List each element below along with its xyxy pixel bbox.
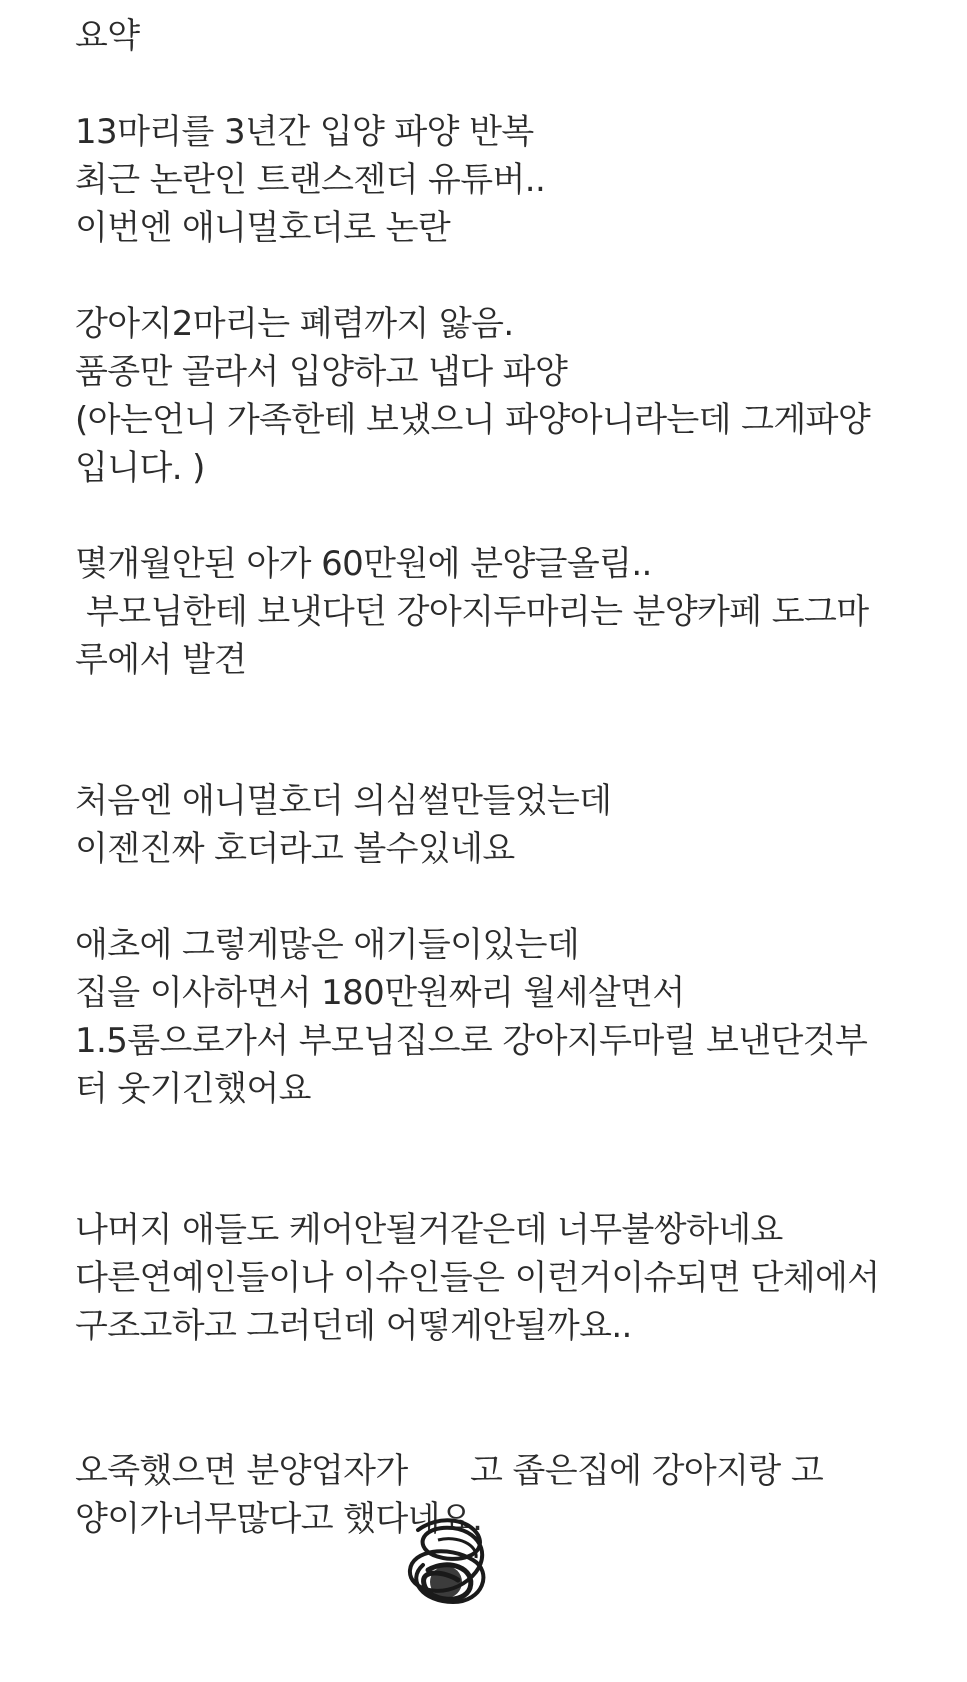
text-line: 집을 이사하면서 180만원짜리 월세살면서 xyxy=(75,973,685,1013)
text-line-part-left: 오죽했으면 분양업자가 xyxy=(75,1451,408,1491)
text-line: 1.5룸으로가서 부모님집으로 강아지두마릴 보낸단것부 xyxy=(75,1021,868,1061)
text-line: 이번엔 애니멀호더로 논란 xyxy=(75,208,451,248)
text-line: 터 웃기긴했어요 xyxy=(75,1069,311,1109)
text-line: 이젠진짜 호더라고 볼수있네요 xyxy=(75,829,515,869)
text-line-heading: 요약 xyxy=(75,16,140,56)
text-line: 13마리를 3년간 입양 파양 반복 xyxy=(75,112,534,152)
text-line: 다른연예인들이나 이슈인들은 이런거이슈되면 단체에서 xyxy=(75,1258,880,1298)
text-line: 처음엔 애니멀호더 의심썰만들었는데 xyxy=(75,781,612,821)
text-line: 강아지2마리는 폐렴까지 앓음. xyxy=(75,304,514,344)
text-line: 양이가너무많다고 했다네요. xyxy=(75,1499,483,1539)
text-line: (아는언니 가족한테 보냈으니 파양아니라는데 그게파양 xyxy=(75,400,871,440)
redaction-scribble xyxy=(398,1510,508,1610)
text-line-part-right: 고 좁은집에 강아지랑 고 xyxy=(470,1451,824,1491)
text-line: 나머지 애들도 케어안될거같은데 너무불쌍하네요 xyxy=(75,1210,783,1250)
text-line: 루에서 발견 xyxy=(75,640,247,680)
text-line: 몇개월안된 아가 60만원에 분양글올림.. xyxy=(75,544,652,584)
text-line: 입니다. ) xyxy=(75,448,205,488)
text-line: 품종만 골라서 입양하고 냅다 파양 xyxy=(75,352,568,392)
text-line: 애초에 그렇게많은 애기들이있는데 xyxy=(75,925,580,965)
text-line: 구조고하고 그러던데 어떻게안될까요.. xyxy=(75,1306,632,1346)
text-line: 최근 논란인 트랜스젠더 유튜버.. xyxy=(75,160,546,200)
text-line: 부모님한테 보냇다던 강아지두마리는 분양카페 도그마 xyxy=(86,592,869,632)
